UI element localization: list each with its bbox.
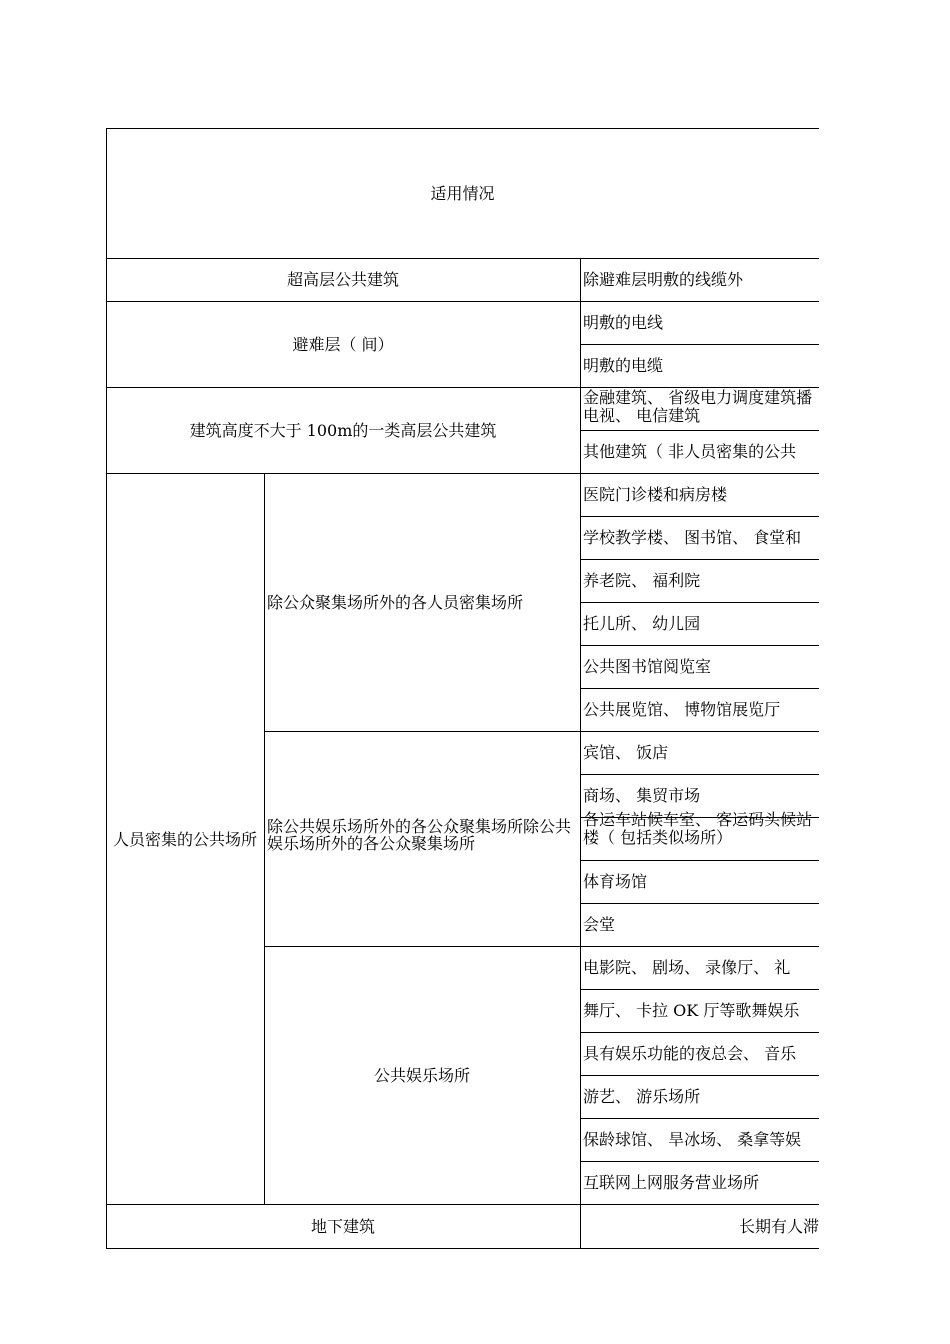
item-cell: 公共图书馆阅览室: [583, 657, 712, 676]
item-cell: 托儿所、 幼儿园: [583, 614, 701, 633]
item-cell: 学校教学楼、 图书馆、 食堂和: [583, 528, 802, 547]
item-cell: 商场、 集贸市场: [583, 786, 701, 805]
item-cell: 体育场馆: [583, 872, 648, 891]
item-cell: 公共展览馆、 博物馆展览厅: [583, 700, 781, 719]
item-cell: 长期有人滞: [738, 1216, 819, 1236]
item-cell: 各运车站候车室、 客运码头候站楼（ 包括类似场所）: [583, 811, 813, 847]
item-cell: 保龄球馆、 旱冰场、 桑拿等娱: [583, 1130, 802, 1149]
item-cell: 互联网上网服务营业场所: [583, 1173, 760, 1192]
item-cell: 游艺、 游乐场所: [583, 1087, 701, 1106]
item-cell: 其他建筑（ 非人员密集的公共: [583, 442, 797, 461]
item-cell: 电影院、 剧场、 录像厅、 礼: [583, 958, 791, 977]
group-label: 除公众聚集场所外的各人员密集场所: [267, 592, 524, 612]
item-cell: 舞厅、 卡拉 OK 厅等歌舞娱乐: [583, 1001, 800, 1020]
item-cell: 会堂: [583, 915, 616, 934]
item-cell: 医院门诊楼和病房楼: [583, 485, 728, 504]
item-cell: 宾馆、 饭店: [583, 743, 669, 762]
category-super-high-rise: 超高层公共建筑: [286, 270, 399, 289]
item-cell: 养老院、 福利院: [583, 571, 701, 590]
border-bottom: [106, 1248, 819, 1249]
spreadsheet-table: [106, 128, 819, 1249]
header-title: 适用情况: [430, 183, 495, 203]
category-underground: 地下建筑: [310, 1216, 375, 1236]
item-cell: 明敷的电缆: [583, 356, 664, 375]
group-label: 除公共娱乐场所外的各公众聚集场所除公共娱乐场所外的各公众聚集场所: [267, 818, 572, 853]
category-crowded-public: 人员密集的公共场所: [112, 829, 257, 849]
category-refuge-floor: 避难层（ 间）: [292, 334, 394, 354]
category-high-rise-class1: 建筑高度不大于 100m的一类高层公共建筑: [189, 420, 497, 440]
item-cell: 具有娱乐功能的夜总会、 音乐: [583, 1044, 797, 1063]
group-label: 公共娱乐场所: [373, 1065, 470, 1085]
item-cell: 金融建筑、 省级电力调度建筑播电视、 电信建筑: [583, 389, 813, 425]
item-cell: 除避难层明敷的线缆外: [583, 270, 744, 289]
item-cell: 明敷的电线: [583, 313, 664, 332]
